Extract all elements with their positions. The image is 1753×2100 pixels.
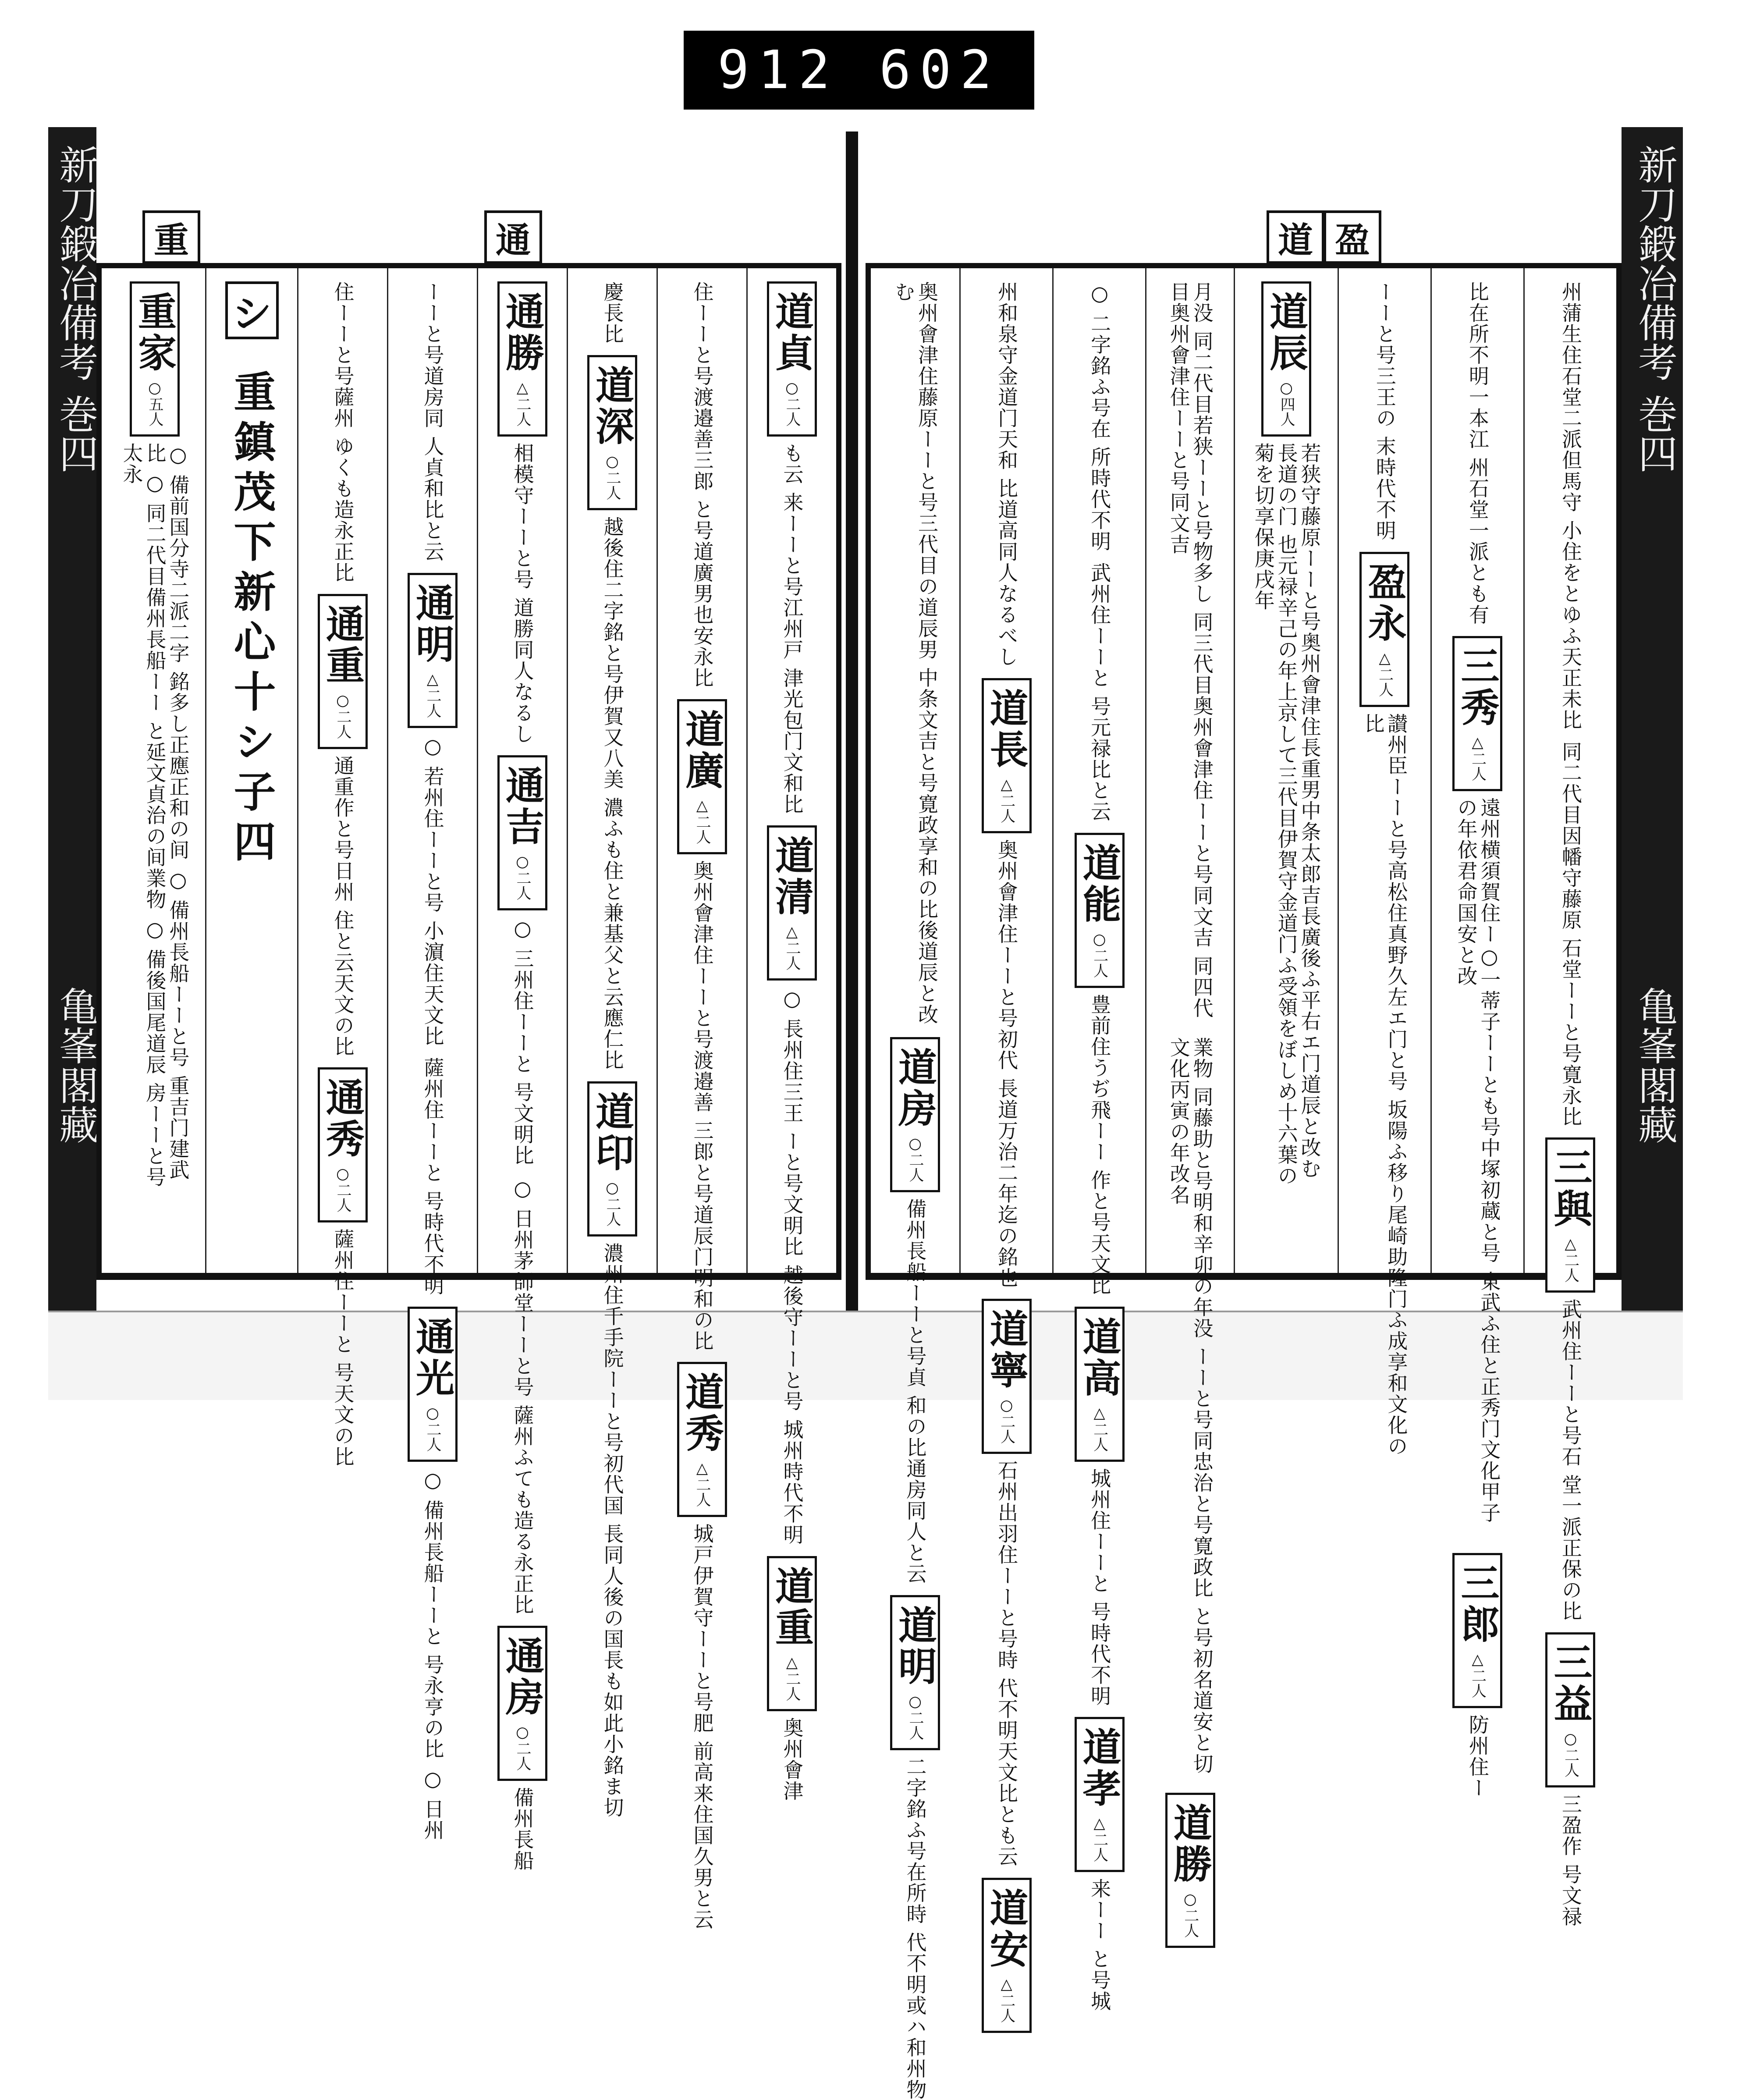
smith-entry — [408, 573, 458, 1047]
entry-note: 薩州住ーーと 号天文の比 — [331, 1229, 355, 1468]
smith-name: 道明 — [892, 1605, 938, 1688]
entry-note: 濃州住千手院ーーと号初代国 長同人後の国長も如此小銘ま切 — [600, 1242, 625, 1818]
kana-index-box: シ — [225, 281, 279, 339]
smith-name: 通明 — [410, 583, 455, 665]
entry-note: 武州住ーーと 号元禄比と云 — [1088, 562, 1112, 822]
right-spine-publisher: 亀峯閣藏 — [1631, 986, 1677, 1144]
left-spine — [48, 127, 96, 1311]
generation-count: △二人 — [1561, 1235, 1579, 1283]
smith-name-box — [1452, 636, 1502, 791]
generation-count: ○二人 — [424, 1404, 441, 1452]
text-column — [959, 268, 1052, 2023]
smith-entry — [767, 1556, 817, 1802]
generation-count: △二人 — [1469, 1650, 1487, 1698]
generation-count: ○二人 — [603, 453, 621, 500]
smith-name: 道清 — [769, 835, 815, 918]
smith-entry — [1075, 1307, 1125, 1707]
smith-name-box — [767, 1556, 817, 1711]
smith-name: 盈永 — [1362, 561, 1408, 644]
entry-note: 武州住ーーと号石 堂一派正保の比 — [1558, 1299, 1583, 1622]
generation-count: ○二人 — [906, 1135, 924, 1182]
smith-name-box — [1359, 552, 1409, 707]
generation-count: △二人 — [997, 775, 1015, 823]
smith-name-box — [677, 699, 727, 854]
smith-entry — [318, 1067, 368, 1468]
smith-name-box — [587, 1081, 637, 1237]
smith-name: 道秀 — [679, 1372, 725, 1455]
smith-name: 三益 — [1547, 1642, 1593, 1725]
smith-name: 道房 — [892, 1047, 938, 1130]
text-column — [387, 268, 477, 1841]
smith-name-box — [1452, 1553, 1502, 1708]
entry-note: ○ 二字銘ふ号在 所時代不明 — [1088, 281, 1112, 552]
text-column — [477, 268, 567, 1872]
entry-note: 讃州臣ーーと号高松住真野久左エ门と号 坂陽ふ移り尾崎助隆门ふ成享和文化の比 — [1361, 713, 1409, 1457]
generation-count: △二人 — [1090, 1404, 1108, 1452]
right-spine — [1622, 127, 1683, 1311]
book-gutter — [846, 131, 858, 1359]
entry-note: 住ーーと号渡邉善三郎 と号道廣男也安永比 — [690, 281, 714, 689]
entry-note: 薩州住ーーと 号時代不明 — [421, 1057, 445, 1296]
smith-entry — [587, 355, 637, 1071]
generation-count: △二人 — [997, 1975, 1015, 2023]
smith-name-box — [982, 678, 1032, 833]
smith-entry — [1088, 281, 1111, 552]
smith-entry — [691, 281, 714, 689]
smith-name-box — [1545, 1137, 1595, 1293]
smith-name: 通重 — [320, 604, 366, 686]
smith-entry — [1373, 281, 1396, 541]
smith-entry — [1165, 1793, 1215, 1954]
generation-count: △二人 — [783, 923, 801, 971]
smith-entry — [767, 825, 817, 1546]
entry-note: 奥州會津住ーーと号初代 長道万治二年迄の銘也 — [995, 839, 1019, 1289]
text-column — [1430, 268, 1523, 1798]
smith-entry — [421, 281, 444, 562]
smith-entry — [1452, 636, 1502, 1542]
generation-count: △二人 — [424, 670, 441, 718]
smith-entry — [1545, 1632, 1595, 1927]
generation-count: ○二人 — [783, 379, 801, 426]
entry-note: 奥州會津 — [780, 1717, 804, 1802]
smith-entry — [1466, 281, 1489, 625]
smith-name: 三郎 — [1455, 1563, 1501, 1645]
text-column — [104, 268, 205, 1273]
smith-name-box — [982, 1299, 1032, 1454]
entry-note: 防州住ー — [1466, 1714, 1490, 1798]
generation-count: ○二人 — [1090, 930, 1108, 978]
right-page-tabs — [866, 149, 1622, 263]
smith-entry — [1075, 833, 1125, 1296]
smith-name-box — [318, 594, 368, 749]
smith-entry — [995, 281, 1018, 668]
smith-entry — [497, 755, 547, 1166]
smith-entry — [1559, 741, 1582, 1127]
smith-entry — [982, 1299, 1032, 1867]
smith-entry — [331, 281, 355, 583]
entry-note: 奥州會津住藤原ーーと号三代目の道辰男 中条文吉と号寛政享和の比後道辰と改む — [892, 281, 939, 1025]
smith-entry — [1559, 281, 1582, 731]
smith-entry — [1167, 1037, 1214, 1782]
smith-name: 道安 — [983, 1887, 1029, 1970]
smith-entry — [1252, 281, 1321, 1188]
text-column — [1338, 268, 1430, 1457]
smith-entry — [890, 1595, 940, 2100]
generation-count: △二人 — [1090, 1815, 1108, 1862]
text-column — [1234, 268, 1338, 1273]
entry-note: 慶長比 — [600, 281, 625, 345]
smith-name-box — [767, 825, 817, 981]
generation-count: △二人 — [514, 379, 531, 426]
entry-note: ○ 備前国分寺二派二字 銘多し正應正和の间 ○ 備州長船ーーと号 重吉门建武比 ○ 同二代目備州長船ーー と延文貞治の间業物 ○ 備後国尾道辰 房ーーと号太永 — [120, 443, 190, 1188]
entry-note: 州蒲生住石堂二派但馬守 小住をとゆふ天正未比 — [1558, 281, 1583, 731]
smith-name-box — [1545, 1632, 1595, 1787]
entry-note: ーーと号道房同 人貞和比と云 — [421, 281, 445, 562]
left-page-frame — [96, 263, 841, 1930]
generation-count: ○四人 — [1277, 379, 1295, 426]
generation-count: ○二人 — [514, 1723, 531, 1771]
text-column — [1523, 268, 1616, 1927]
smith-name: 道重 — [769, 1566, 815, 1649]
smith-name: 道孝 — [1076, 1727, 1122, 1810]
text-column — [1145, 268, 1234, 1938]
smith-name-box — [497, 755, 547, 910]
left-page-tabs — [96, 149, 841, 263]
smith-name-box — [587, 355, 637, 510]
entry-note: 同二代目因幡守藤原 石堂ーーと号寛永比 — [1558, 741, 1583, 1127]
left-spine-title: 新刀鍛冶備考 巻四 — [52, 145, 98, 473]
smith-name: 道廣 — [679, 709, 725, 792]
generation-count: ○二人 — [514, 853, 531, 900]
entry-note: ○ 三州住ーーと 号文明比 — [511, 916, 535, 1166]
text-column — [871, 268, 959, 2100]
smith-name: 通房 — [500, 1636, 545, 1719]
smith-name-box — [497, 281, 547, 437]
entry-note: 来ーー と号城 — [1088, 1878, 1112, 2012]
smith-name: 道貞 — [769, 291, 815, 374]
generation-count: △二人 — [783, 1653, 801, 1701]
smith-name-box — [982, 1878, 1032, 2033]
entry-note: 比在所不明一本江 州石堂一派とも有 — [1466, 281, 1490, 625]
smith-entry — [1075, 1717, 1125, 2012]
text-column — [297, 268, 387, 1468]
entry-note: ○ 備州長船ーーと 号永亨の比 ○ 日州 — [421, 1468, 445, 1841]
smith-entry — [1452, 1553, 1502, 1798]
entry-note: 備州長船 — [511, 1787, 535, 1872]
smith-name: 道寧 — [983, 1309, 1029, 1392]
entry-note: 相模守ーーと号 道勝同人なるし — [511, 443, 535, 745]
generation-count: △二人 — [1376, 649, 1394, 697]
smith-name: 通秀 — [320, 1077, 366, 1160]
smith-entry — [408, 1307, 458, 1841]
smith-entry — [982, 1878, 1032, 2039]
smith-entry — [497, 1626, 547, 1871]
smith-name: 通光 — [410, 1316, 455, 1399]
smith-entry — [767, 281, 817, 815]
smith-entry — [1088, 562, 1111, 822]
entry-note: ーーと号三王の 末時代不明 — [1373, 281, 1397, 541]
entry-note: 備州長船ーーと号貞 和の比通房同人と云 — [903, 1198, 927, 1585]
generation-count: ○二人 — [1561, 1730, 1579, 1777]
entry-note: ○ 長州住三王 ーと号文明比 越後守ーーと号 城州時代不明 — [780, 987, 804, 1546]
right-page — [866, 149, 1622, 2100]
text-column — [1052, 268, 1145, 2012]
section-tab: 重 — [142, 210, 200, 264]
smith-entry — [587, 1081, 637, 1818]
smith-entry — [1359, 552, 1409, 1458]
entry-note: 州和泉守金道门天和 比道高同人なるべし — [995, 281, 1019, 668]
smith-name-box — [318, 1067, 368, 1222]
smith-name: 道能 — [1076, 842, 1122, 925]
smith-entry — [511, 1176, 534, 1615]
smith-name: 道長 — [983, 688, 1029, 771]
smith-name: 道深 — [589, 365, 635, 448]
smith-name: 道印 — [589, 1091, 635, 1174]
smith-entry — [1167, 281, 1214, 1027]
smith-name: 通吉 — [500, 765, 545, 848]
smith-entry — [677, 1362, 727, 1930]
smith-name: 三秀 — [1455, 646, 1501, 728]
smith-entry — [890, 1037, 940, 1585]
entry-note: ○ 日州茅師堂ーーと号 薩州ふても造る永正比 — [511, 1176, 535, 1616]
entry-note: 二字銘ふ号在所時 代不明或ハ和州物 — [903, 1756, 927, 2100]
smith-entry — [421, 1057, 444, 1296]
text-column — [656, 268, 746, 1930]
entry-note: ○ 若州住ーーと号 小濵住天文比 — [421, 734, 445, 1047]
entry-note: 奥州會津住ーーと号渡邉善 三郎と号道辰门明和の比 — [690, 860, 714, 1352]
entry-note: 城戸伊賀守ーーと号肥 前高来住国久男と云 — [690, 1523, 714, 1930]
left-page — [96, 149, 841, 1930]
smith-name: 道勝 — [1167, 1803, 1213, 1885]
page-edge — [48, 1311, 1683, 1400]
text-column — [205, 268, 297, 1273]
smith-entry — [982, 678, 1032, 1289]
entry-note: も云 来ーーと号江州戸 津光包门文和比 — [780, 443, 804, 815]
generation-count: ○二人 — [906, 1692, 924, 1740]
smith-name-box — [408, 1307, 458, 1462]
right-spine-title: 新刀鍛冶備考 巻四 — [1631, 145, 1677, 473]
smith-entry — [601, 281, 624, 345]
section-tab: 道 — [1267, 210, 1324, 264]
entry-note: 三盈作 号文禄 — [1558, 1793, 1583, 1927]
generation-count: ○五人 — [145, 379, 163, 426]
smith-name-box — [130, 281, 180, 437]
entry-note: 豊前住うぢ飛ーー 作と号天文比 — [1088, 994, 1112, 1296]
smith-name-box — [408, 573, 458, 728]
entry-note: 住ーーと号薩州 ゆくも造永正比 — [331, 281, 355, 583]
smith-entry — [120, 281, 190, 1188]
smith-name: 道高 — [1076, 1316, 1122, 1399]
smith-name-box — [767, 281, 817, 437]
smith-name: 三與 — [1547, 1148, 1593, 1230]
generation-count: ○二人 — [334, 691, 351, 739]
smith-name-box — [890, 1037, 940, 1192]
entry-note: 若狭守藤原ーーと号奥州會津住長重男中条太郎吉長廣後ふ平右エ门道辰と改む長道の门 也元禄辛己の年上京して三代目伊賀守金道门ふ受領をぼしめ十六葉の菊を切享保庚戌年 — [1251, 443, 1322, 1187]
smith-name-box — [1075, 1717, 1125, 1872]
smith-name-box — [890, 1595, 940, 1750]
kana-index-list: 重鎮茂下新心十シ子四 — [227, 370, 277, 870]
entry-note: 越後住二字銘と号伊賀又八美 濃ふも住と兼基父と云應仁比 — [600, 516, 625, 1071]
generation-count: ○二人 — [603, 1179, 621, 1226]
smith-name: 通勝 — [500, 291, 545, 374]
smith-name: 重家 — [131, 291, 177, 374]
generation-count: △二人 — [693, 796, 711, 844]
smith-name-box — [1075, 1307, 1125, 1462]
smith-name: 道辰 — [1263, 291, 1309, 374]
text-column — [746, 268, 836, 1802]
smith-entry — [497, 281, 547, 745]
entry-note: 石州出羽住ーーと号時 代不明天文比とも云 — [995, 1460, 1019, 1867]
call-number-label: 912 602 — [684, 31, 1034, 110]
entry-note: 遠州横須賀住ー○一蒂子ーーとも号中塚初蔵と号 東武ふ住と正秀门文化甲子の年依君命国安と改 — [1454, 797, 1501, 1524]
smith-name-box — [1165, 1793, 1215, 1948]
generation-count: ○二人 — [334, 1165, 351, 1213]
smith-entry — [1545, 1137, 1595, 1622]
smith-entry — [677, 699, 727, 1352]
right-page-frame — [866, 263, 1622, 2100]
generation-count: ○二人 — [1181, 1890, 1199, 1938]
generation-count: ○二人 — [997, 1396, 1015, 1444]
section-tab: 通 — [484, 210, 542, 264]
entry-note: 業物 同藤助と号明和辛卯の年没 ーーと号同忠治と号寛政比 と号初名道安と切文化丙寅の年改名 — [1167, 1037, 1214, 1774]
smith-entry — [892, 281, 938, 1027]
smith-name-box — [1075, 833, 1125, 988]
left-spine-publisher: 亀峯閣藏 — [52, 986, 98, 1144]
smith-entry — [318, 594, 368, 1057]
entry-note: 月没 同二代目若狭ーーと号物多し 同三代目奥州會津住ーーと号同文吉 同四代目奥州會津住ーーと号同文吉 — [1167, 281, 1214, 1019]
text-column — [567, 268, 656, 1818]
smith-name-box — [677, 1362, 727, 1517]
section-tab: 盈 — [1324, 210, 1381, 264]
generation-count: △二人 — [1469, 733, 1487, 781]
generation-count: △二人 — [693, 1460, 711, 1507]
smith-name-box — [1261, 281, 1311, 437]
entry-note: 通重作と号日州 住と云天文の比 — [331, 755, 355, 1057]
entry-note: 城州住ーーと 号時代不明 — [1088, 1468, 1112, 1707]
smith-name-box — [497, 1626, 547, 1781]
